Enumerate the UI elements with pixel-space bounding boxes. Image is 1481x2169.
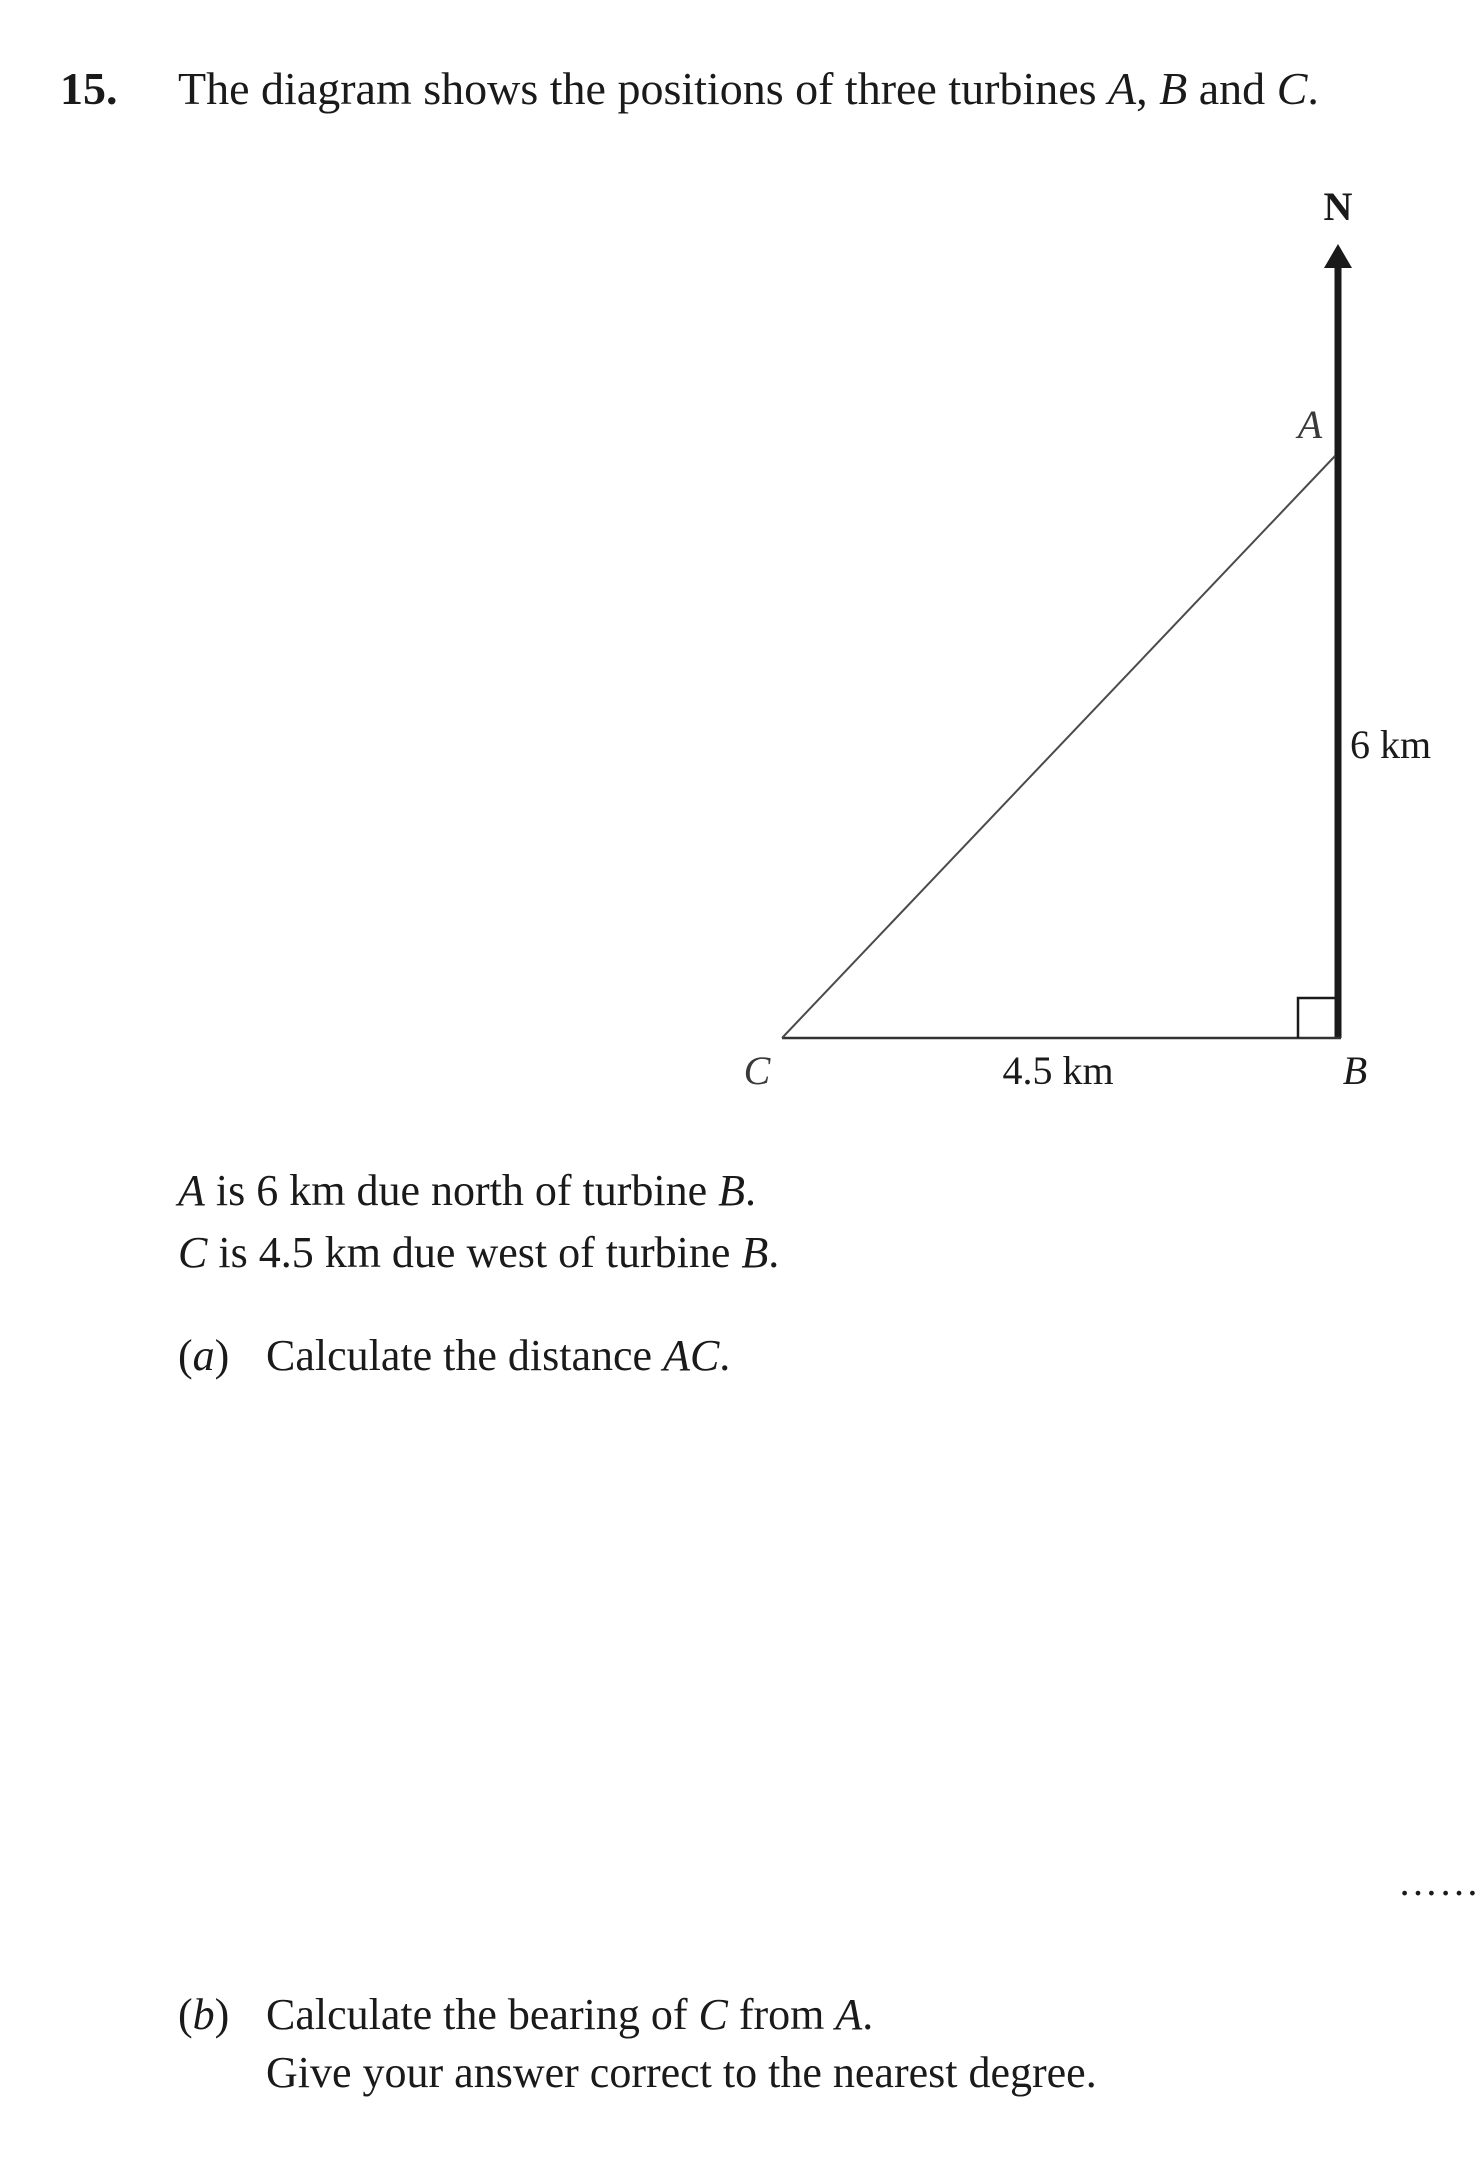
statement-a-north-of-b: [178, 1160, 779, 1222]
intro-var-c: C: [1276, 63, 1308, 114]
part-b-end: .: [862, 1990, 874, 2039]
part-b-text: Calculate the bearing of: [266, 1990, 699, 2039]
part-letter: a: [192, 1331, 215, 1380]
statement-text: is 6 km due north of turbine: [204, 1166, 719, 1215]
part-b: [178, 1986, 1097, 2102]
part-a-end: .: [719, 1331, 731, 1380]
paren: (: [178, 1990, 193, 2039]
question-number: 15.: [60, 63, 118, 114]
north-label: N: [1323, 184, 1353, 229]
part-b-var: A: [835, 1990, 863, 2039]
right-angle-marker: [1298, 998, 1338, 1038]
intro-var-a: A: [1108, 63, 1137, 114]
given-statements: [178, 1160, 779, 1284]
part-b-label: [178, 1986, 266, 2044]
point-c-label: C: [743, 1048, 771, 1093]
statement-text: is 4.5 km due west of turbine: [207, 1228, 742, 1277]
point-a-label: A: [1297, 402, 1323, 447]
part-b-instruction: Give your answer correct to the nearest degree.: [266, 2048, 1097, 2097]
part-a-var: AC: [663, 1331, 720, 1380]
answer-line: ……: [1398, 1859, 1480, 1904]
paren: (: [178, 1331, 193, 1380]
part-a-label: [178, 1330, 266, 1381]
part-b-text: from: [727, 1990, 836, 2039]
statement-ref: B: [741, 1228, 769, 1277]
intro-text: The diagram shows the positions of three turbines: [178, 63, 1109, 114]
intro-sep: and: [1187, 63, 1277, 114]
part-letter: b: [192, 1990, 215, 2039]
paren: ): [214, 1331, 230, 1380]
statement-end: .: [745, 1166, 757, 1215]
statement-var: C: [178, 1228, 208, 1277]
intro-sep: ,: [1136, 63, 1160, 114]
paren: ): [214, 1990, 230, 2039]
north-arrowhead: [1324, 244, 1352, 268]
side-ab-length-label: 6 km: [1350, 722, 1432, 767]
part-a-text: Calculate the distance: [266, 1331, 664, 1380]
point-b-label: B: [1342, 1048, 1368, 1093]
part-a: [178, 1330, 730, 1381]
statement-var: A: [178, 1166, 205, 1215]
side-ca: [782, 456, 1335, 1038]
side-cb-length-label: 4.5 km: [1002, 1048, 1114, 1093]
intro-end: .: [1307, 63, 1319, 114]
intro-var-b: B: [1159, 63, 1188, 114]
statement-c-west-of-b: [178, 1222, 779, 1284]
statement-end: .: [768, 1228, 780, 1277]
statement-ref: B: [718, 1166, 746, 1215]
part-b-var: C: [698, 1990, 728, 2039]
